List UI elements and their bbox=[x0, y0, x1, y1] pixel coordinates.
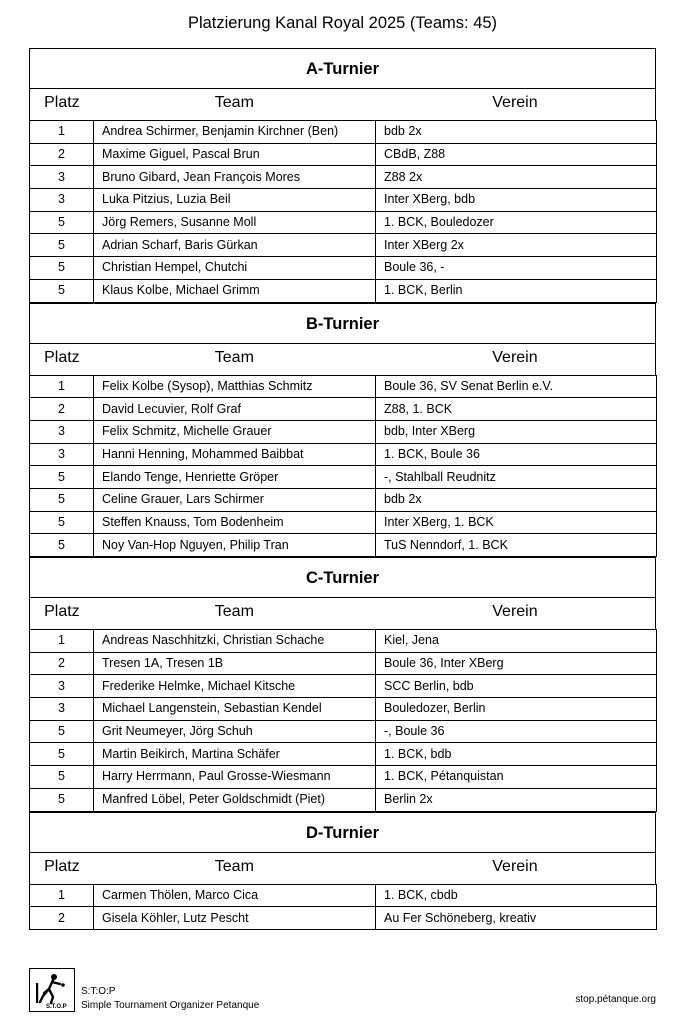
header-platz: Platz bbox=[44, 94, 80, 111]
cell-team: Frederike Helmke, Michael Kitsche bbox=[94, 675, 376, 698]
cell-platz: 2 bbox=[30, 652, 94, 675]
section-title: D-Turnier bbox=[29, 812, 656, 852]
table-row bbox=[30, 720, 657, 743]
table-row bbox=[30, 884, 657, 907]
table-row bbox=[30, 743, 657, 766]
table-row bbox=[30, 279, 657, 302]
header-verein: Verein bbox=[492, 348, 538, 366]
header-team: Team bbox=[214, 94, 254, 111]
cell-team: Bruno Gibard, Jean François Mores bbox=[94, 166, 376, 189]
cell-platz: 5 bbox=[30, 511, 94, 534]
cell-verein: Z88, 1. BCK bbox=[376, 398, 657, 421]
page-title: Platzierung Kanal Royal 2025 (Teams: 45) bbox=[187, 14, 498, 32]
section-title: C-Turnier bbox=[29, 557, 656, 597]
table-row bbox=[30, 652, 657, 675]
cell-team: Felix Kolbe (Sysop), Matthias Schmitz bbox=[94, 375, 376, 398]
cell-platz: 3 bbox=[30, 166, 94, 189]
cell-platz: 5 bbox=[30, 211, 94, 234]
cell-verein: TuS Nenndorf, 1. BCK bbox=[376, 534, 657, 557]
cell-verein: 1. BCK, Bouledozer bbox=[376, 211, 657, 234]
website-link[interactable]: stop.pétanque.org bbox=[575, 994, 656, 1005]
cell-team: Harry Herrmann, Paul Grosse-Wiesmann bbox=[94, 766, 376, 789]
cell-verein: 1. BCK, cbdb bbox=[376, 884, 657, 907]
cell-platz: 5 bbox=[30, 257, 94, 280]
ranking-table bbox=[29, 375, 657, 558]
section-title: B-Turnier bbox=[29, 303, 656, 343]
cell-team: Jörg Remers, Susanne Moll bbox=[94, 211, 376, 234]
cell-platz: 5 bbox=[30, 488, 94, 511]
section-title: A-Turnier bbox=[29, 48, 656, 88]
header-verein: Verein bbox=[492, 603, 538, 620]
table-row bbox=[30, 257, 657, 280]
cell-verein: bdb 2x bbox=[376, 488, 657, 511]
cell-platz: 5 bbox=[30, 279, 94, 302]
cell-verein: Inter XBerg, bdb bbox=[376, 189, 657, 212]
cell-team: Gisela Köhler, Lutz Pescht bbox=[94, 907, 376, 930]
cell-team: Noy Van-Hop Nguyen, Philip Tran bbox=[94, 534, 376, 557]
cell-team: Luka Pitzius, Luzia Beil bbox=[94, 189, 376, 212]
cell-platz: 3 bbox=[30, 675, 94, 698]
table-row bbox=[30, 375, 657, 398]
cell-platz: 2 bbox=[30, 143, 94, 166]
logo-caption: S.T.O.P bbox=[46, 1004, 67, 1010]
cell-verein: -, Boule 36 bbox=[376, 720, 657, 743]
column-headers bbox=[29, 343, 656, 371]
cell-team: Michael Langenstein, Sebastian Kendel bbox=[94, 698, 376, 721]
section-c-turnier bbox=[29, 557, 656, 812]
cell-verein: Boule 36, - bbox=[376, 257, 657, 280]
cell-team: Hanni Henning, Mohammed Baibbat bbox=[94, 443, 376, 466]
cell-verein: -, Stahlball Reudnitz bbox=[376, 466, 657, 489]
cell-team: Maxime Giguel, Pascal Brun bbox=[94, 143, 376, 166]
cell-verein: Inter XBerg 2x bbox=[376, 234, 657, 257]
cell-verein: Z88 2x bbox=[376, 166, 657, 189]
column-headers bbox=[29, 597, 656, 625]
table-row bbox=[30, 420, 657, 443]
header-platz: Platz bbox=[44, 603, 80, 620]
cell-verein: CBdB, Z88 bbox=[376, 143, 657, 166]
table-row bbox=[30, 675, 657, 698]
cell-team: Tresen 1A, Tresen 1B bbox=[94, 652, 376, 675]
section-d-turnier bbox=[29, 812, 656, 930]
section-a-turnier bbox=[29, 48, 656, 303]
table-row bbox=[30, 788, 657, 811]
cell-verein: SCC Berlin, bdb bbox=[376, 675, 657, 698]
table-row bbox=[30, 398, 657, 421]
column-headers bbox=[29, 88, 656, 116]
cell-verein: 1. BCK, Berlin bbox=[376, 279, 657, 302]
column-headers bbox=[29, 852, 656, 880]
cell-team: Steffen Knauss, Tom Bodenheim bbox=[94, 511, 376, 534]
cell-platz: 1 bbox=[30, 884, 94, 907]
cell-team: Manfred Löbel, Peter Goldschmidt (Piet) bbox=[94, 788, 376, 811]
cell-team: Martin Beikirch, Martina Schäfer bbox=[94, 743, 376, 766]
ranking-sheet bbox=[29, 48, 656, 930]
table-row bbox=[30, 211, 657, 234]
cell-platz: 1 bbox=[30, 630, 94, 653]
table-row bbox=[30, 766, 657, 789]
table-row bbox=[30, 488, 657, 511]
header-platz: Platz bbox=[44, 348, 80, 366]
header-verein: Verein bbox=[492, 857, 538, 875]
cell-platz: 1 bbox=[30, 121, 94, 144]
cell-platz: 5 bbox=[30, 766, 94, 789]
cell-verein: Bouledozer, Berlin bbox=[376, 698, 657, 721]
header-verein: Verein bbox=[492, 94, 538, 111]
table-row bbox=[30, 466, 657, 489]
cell-platz: 5 bbox=[30, 534, 94, 557]
cell-verein: Kiel, Jena bbox=[376, 630, 657, 653]
cell-team: Carmen Thölen, Marco Cica bbox=[94, 884, 376, 907]
table-row bbox=[30, 698, 657, 721]
cell-platz: 5 bbox=[30, 466, 94, 489]
table-row bbox=[30, 121, 657, 144]
cell-team: Celine Grauer, Lars Schirmer bbox=[94, 488, 376, 511]
header-platz: Platz bbox=[44, 857, 80, 875]
table-row bbox=[30, 907, 657, 930]
cell-verein: bdb, Inter XBerg bbox=[376, 420, 657, 443]
cell-team: Adrian Scharf, Baris Gürkan bbox=[94, 234, 376, 257]
cell-verein: 1. BCK, bdb bbox=[376, 743, 657, 766]
table-row bbox=[30, 234, 657, 257]
cell-verein: Boule 36, Inter XBerg bbox=[376, 652, 657, 675]
table-row bbox=[30, 143, 657, 166]
cell-platz: 5 bbox=[30, 743, 94, 766]
cell-team: David Lecuvier, Rolf Graf bbox=[94, 398, 376, 421]
table-row bbox=[30, 189, 657, 212]
cell-team: Grit Neumeyer, Jörg Schuh bbox=[94, 720, 376, 743]
app-name: S:T:O:P bbox=[81, 986, 116, 997]
cell-platz: 3 bbox=[30, 698, 94, 721]
cell-platz: 5 bbox=[30, 720, 94, 743]
table-row bbox=[30, 534, 657, 557]
cell-verein: Boule 36, SV Senat Berlin e.V. bbox=[376, 375, 657, 398]
ranking-table bbox=[29, 884, 657, 930]
footer bbox=[29, 968, 656, 1014]
header-team: Team bbox=[214, 603, 254, 620]
cell-platz: 5 bbox=[30, 234, 94, 257]
stop-logo bbox=[29, 968, 75, 1012]
cell-platz: 3 bbox=[30, 189, 94, 212]
cell-verein: bdb 2x bbox=[376, 121, 657, 144]
cell-verein: Inter XBerg, 1. BCK bbox=[376, 511, 657, 534]
cell-team: Andreas Naschhitzki, Christian Schache bbox=[94, 630, 376, 653]
section-b-turnier bbox=[29, 303, 656, 558]
cell-team: Andrea Schirmer, Benjamin Kirchner (Ben) bbox=[94, 121, 376, 144]
cell-platz: 1 bbox=[30, 375, 94, 398]
cell-team: Christian Hempel, Chutchi bbox=[94, 257, 376, 280]
cell-platz: 2 bbox=[30, 398, 94, 421]
petanque-player-icon bbox=[32, 971, 72, 1005]
app-full-name: Simple Tournament Organizer Petanque bbox=[81, 1000, 260, 1011]
cell-verein: 1. BCK, Boule 36 bbox=[376, 443, 657, 466]
header-team: Team bbox=[214, 348, 254, 366]
cell-verein: Au Fer Schöneberg, kreativ bbox=[376, 907, 657, 930]
ranking-table bbox=[29, 120, 657, 303]
cell-platz: 3 bbox=[30, 443, 94, 466]
table-row bbox=[30, 443, 657, 466]
cell-platz: 5 bbox=[30, 788, 94, 811]
cell-verein: 1. BCK, Pétanquistan bbox=[376, 766, 657, 789]
cell-team: Elando Tenge, Henriette Gröper bbox=[94, 466, 376, 489]
header-team: Team bbox=[214, 857, 254, 875]
cell-team: Klaus Kolbe, Michael Grimm bbox=[94, 279, 376, 302]
table-row bbox=[30, 166, 657, 189]
table-row bbox=[30, 511, 657, 534]
table-row bbox=[30, 630, 657, 653]
cell-platz: 3 bbox=[30, 420, 94, 443]
ranking-table bbox=[29, 629, 657, 812]
cell-platz: 2 bbox=[30, 907, 94, 930]
cell-verein: Berlin 2x bbox=[376, 788, 657, 811]
cell-team: Felix Schmitz, Michelle Grauer bbox=[94, 420, 376, 443]
